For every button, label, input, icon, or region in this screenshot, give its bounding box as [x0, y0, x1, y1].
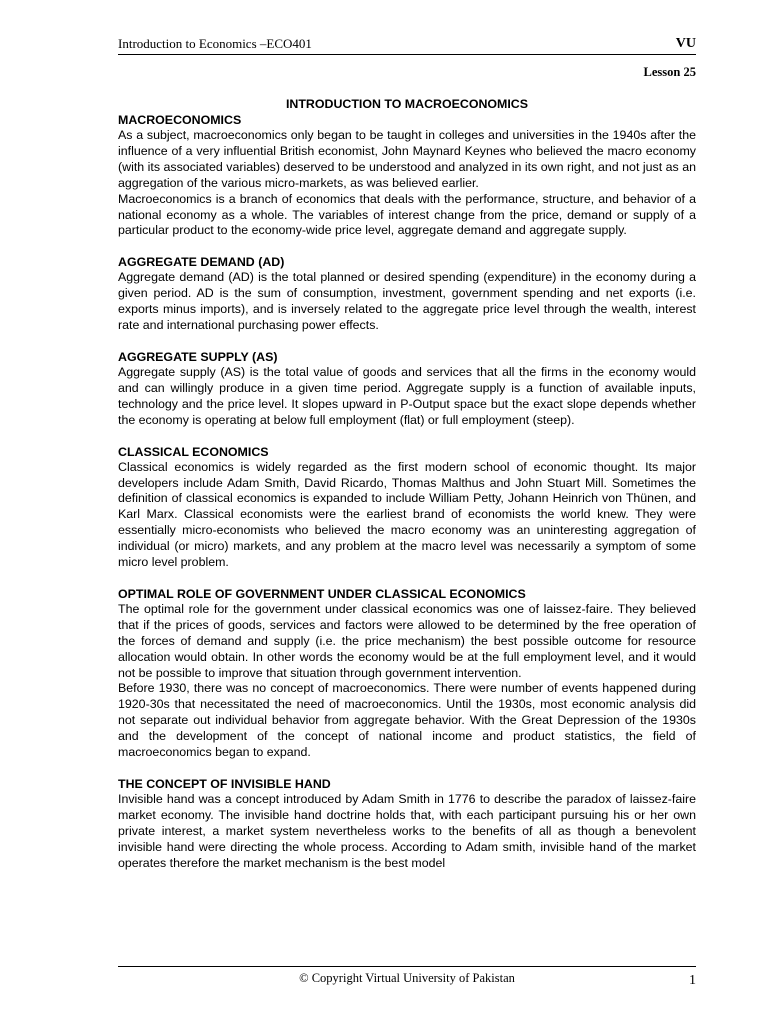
- paragraph: Before 1930, there was no concept of macroeconomics. There were number of events happened during 1920-30s that necessitated the need of macroeconomics. Until the 1930s, most economic analysis did not separate out individual behavior from aggregate behavior. With the Great Depression of the 1930s and the development of the concept of national income and product statistics, the field of macroeconomics began to expand.: [118, 681, 696, 760]
- institution-abbrev: VU: [675, 36, 696, 51]
- document-body: [118, 96, 696, 872]
- paragraph: Aggregate supply (AS) is the total value of goods and services that all the firms in the economy would and can willingly produce in a given time period. Aggregate supply is a function of available inputs, technology and the price level. It slopes upward in P-Output space but the exact slope depends whether the economy is operating at below full employment (flat) or full employment (steep).: [118, 364, 696, 427]
- page-number: 1: [689, 973, 696, 988]
- paragraph: Invisible hand was a concept introduced by Adam Smith in 1776 to describe the paradox of laissez-faire market economy. The invisible hand doctrine holds that, with each participant pursuing his or her own private interest, a market system nevertheless works to the benefits of all as though a benevolent invisible hand were directing the whole process. According to Adam smith, invisible hand of the market operates therefore the market mechanism is the best model: [118, 792, 696, 870]
- section-heading: AGGREGATE DEMAND (AD): [118, 255, 285, 270]
- paragraph: Macroeconomics is a branch of economics that deals with the performance, structure, and behavior of a national economy as a whole. The variables of interest change from the price, demand or supply of a particular product to the economy-wide price level, aggregate demand and aggregate supply.: [118, 191, 696, 238]
- paragraph: Aggregate demand (AD) is the total planned or desired spending (expenditure) in the economy during a given period. AD is the sum of consumption, investment, government spending and net exports (i.e. exports minus imports), and is inversely related to the aggregate price level through the wealth, interest rate and international purchasing power effects.: [118, 270, 696, 333]
- course-title: Introduction to Economics –ECO401: [118, 36, 312, 51]
- section-heading: THE CONCEPT OF INVISIBLE HAND: [118, 777, 331, 791]
- page-header: [118, 36, 696, 55]
- document-title: INTRODUCTION TO MACROECONOMICS: [285, 97, 529, 111]
- page-footer: [118, 966, 696, 986]
- section-heading: OPTIMAL ROLE OF GOVERNMENT UNDER CLASSICAL ECONOMICS: [118, 586, 526, 601]
- section-heading: MACROECONOMICS: [118, 113, 242, 127]
- copyright-notice: © Copyright Virtual University of Pakistan: [299, 971, 515, 985]
- paragraph: Classical economics is widely regarded as the first modern school of economic thought. Its major developers include Adam Smith, David Ricardo, Thomas Malthus and John Stuart Mill. Sometimes the definition of classical economics is expanded to include William Petty, Johann Heinrich von Thünen, and Karl Marx. Classical economists were the earliest brand of economists the world knew. They were essentially micro-economists who believed the macro economy was an uninteresting aggregation of individual (or micro) markets, and any problem at the macro level was necessarily a symptom of some micro level problem.: [118, 459, 696, 570]
- paragraph: The optimal role for the government under classical economics was one of laissez-faire. They believed that if the prices of goods, services and factors were allowed to be determined by the free operation of the forces of demand and supply (i.e. the price mechanism) the best possible outcome for resource allocation would obtain. In other words the economy would be at the full employment level, and it would not be possible to improve that situation through government intervention.: [118, 601, 696, 680]
- section-heading: AGGREGATE SUPPLY (AS): [118, 349, 278, 364]
- section-heading: CLASSICAL ECONOMICS: [118, 444, 269, 459]
- lesson-number: Lesson 25: [643, 65, 696, 79]
- paragraph: As a subject, macroeconomics only began to be taught in colleges and universities in the 1940s after the influence of a very influential British economist, John Maynard Keynes who believed the macro economy (with its associated variables) deserved to be understood and analyzed in its own right, and not just as an aggregation of the various micro-markets, as was believed earlier.: [118, 128, 696, 190]
